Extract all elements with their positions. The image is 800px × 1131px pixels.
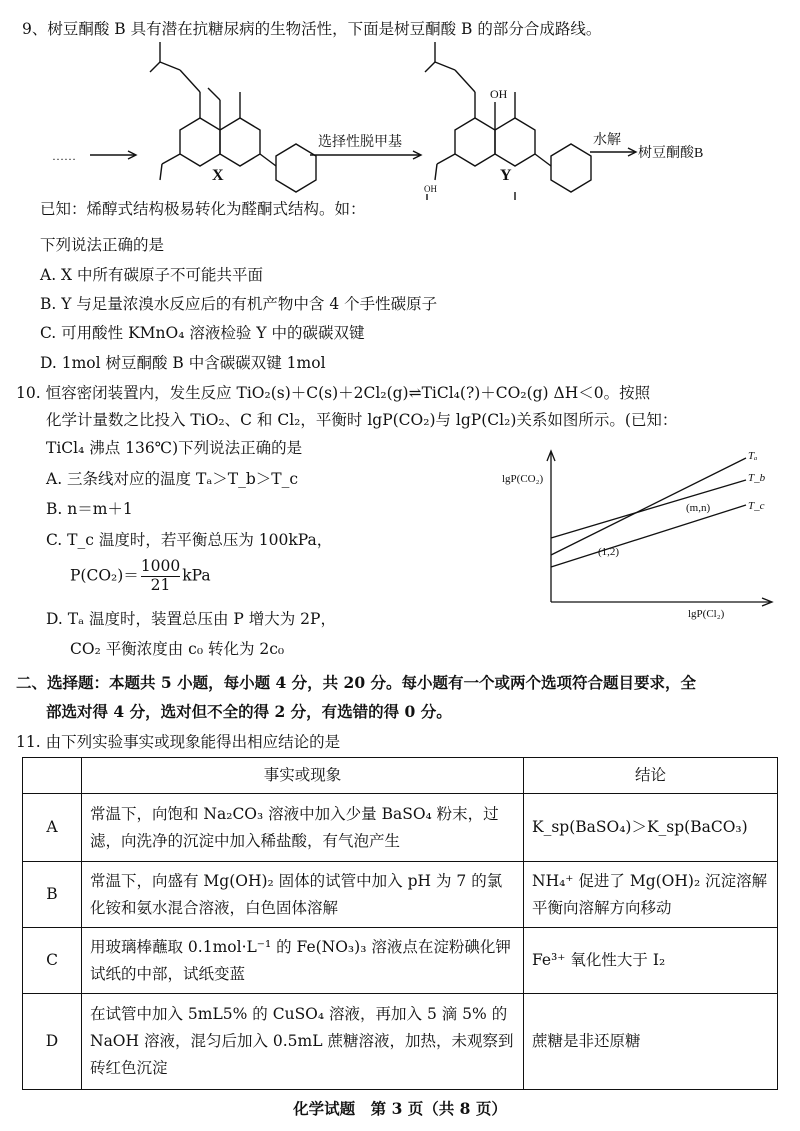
row-fact: 在试管中加入 5mL5% 的 CuSO₄ 溶液，再加入 5 滴 5% 的 NaOH 溶液，混匀后加入 0.5mL 蔗糖溶液，加热，未观察到砖红色沉淀 — [82, 994, 524, 1090]
row-fact: 用玻璃棒蘸取 0.1mol·L⁻¹ 的 Fe(NO₃)₃ 溶液点在淀粉碘化钾试纸的中部，试纸变蓝 — [82, 928, 524, 994]
table-header — [23, 758, 778, 794]
q9-option-c: C. 可用酸性 KMnO₄ 溶液检验 Y 中的碳碳双键 — [40, 324, 365, 342]
q9-known: 已知：烯醇式结构极易转化为醛酮式结构。如： — [40, 200, 366, 218]
y-axis-label: lgP(CO₂) — [502, 473, 544, 485]
q9-synthesis-route — [0, 40, 800, 200]
x-axis-label: lgP(Cl₂) — [688, 608, 725, 620]
enol-oh-label: OH — [424, 184, 437, 194]
q10-line3: TiCl₄ 沸点 136℃)下列说法正确的是 — [46, 439, 303, 457]
q10-option-a: A. 三条线对应的温度 Tₐ＞T_b＞T_c — [46, 470, 299, 488]
q11-table — [22, 757, 778, 1090]
q9-question: 下列说法正确的是 — [40, 236, 165, 254]
label-x: X — [212, 167, 224, 184]
label-ta: Tₐ — [748, 450, 758, 462]
fraction — [141, 558, 180, 595]
compound-x-structure — [150, 42, 316, 192]
q10-graph — [490, 445, 790, 620]
table-row — [23, 794, 778, 862]
line-ta — [551, 458, 746, 555]
table-row — [23, 862, 778, 928]
row-fact: 常温下，向饱和 Na₂CO₃ 溶液中加入少量 BaSO₄ 粉末，过滤，向洗净的沉淀中加入稀盐酸，有气泡产生 — [82, 794, 524, 862]
header-key — [23, 758, 82, 794]
line-tc — [551, 505, 746, 567]
page-footer: 化学试题 第 3 页（共 8 页） — [293, 1099, 507, 1118]
header-conclusion: 结论 — [524, 758, 778, 794]
row-key: B — [23, 862, 82, 928]
q10-option-d-cont: CO₂ 平衡浓度由 c₀ 转化为 2c₀ — [70, 640, 285, 658]
q9-option-b: B. Y 与足量浓溴水反应后的有机产物中含 4 个手性碳原子 — [40, 295, 438, 313]
q10-option-c: C. T_c 温度时，若平衡总压为 100kPa， — [46, 531, 333, 549]
q10-option-b: B. n＝m＋1 — [46, 500, 133, 518]
q10-line1: 10. 恒容密闭装置内，发生反应 TiO₂(s)＋C(s)＋2Cl₂(g)⇌TiCl₄(?)＋CO₂(g) ΔH＜0。按照 — [16, 384, 651, 402]
row-key: C — [23, 928, 82, 994]
line-tb — [551, 480, 746, 538]
header-fact: 事实或现象 — [82, 758, 524, 794]
step2-label: 水解 — [593, 133, 621, 148]
route-start-dots: …… — [52, 149, 76, 163]
q9-stem: 9、树豆酮酸 B 具有潜在抗糖尿病的生物活性，下面是树豆酮酸 B 的部分合成路线。 — [22, 20, 602, 38]
table-row — [23, 994, 778, 1090]
product-label: 树豆酮酸B — [638, 146, 704, 161]
row-conclusion: 蔗糖是非还原糖 — [524, 994, 778, 1090]
q10-option-c-formula — [70, 558, 211, 595]
numerator: 1000 — [140, 557, 181, 575]
section2-line1: 二、选择题：本题共 5 小题，每小题 4 分，共 20 分。每小题有一个或两个选项符合题目要求，全 — [16, 673, 697, 692]
formula-unit: kPa — [182, 566, 211, 585]
row-conclusion: NH₄⁺ 促进了 Mg(OH)₂ 沉淀溶解平衡向溶解方向移动 — [524, 862, 778, 928]
row-key: A — [23, 794, 82, 862]
q9-option-d: D. 1mol 树豆酮酸 B 中含碳碳双键 1mol — [40, 354, 326, 372]
row-key: D — [23, 994, 82, 1090]
q10-option-d: D. Tₐ 温度时，装置总压由 P 增大为 2P， — [46, 610, 336, 628]
label-tb: T_b — [748, 472, 766, 484]
label-y: Y — [500, 167, 512, 184]
point-1-2: (1,2) — [598, 546, 620, 558]
q9-option-a: A. X 中所有碳原子不可能共平面 — [40, 266, 264, 284]
formula-left: P(CO₂)＝ — [70, 566, 139, 585]
row-fact: 常温下，向盛有 Mg(OH)₂ 固体的试管中加入 pH 为 7 的氯化铵和氨水混合溶液，白色固体溶解 — [82, 862, 524, 928]
q11-stem: 11. 由下列实验事实或现象能得出相应结论的是 — [16, 733, 341, 751]
step1-label: 选择性脱甲基 — [318, 135, 402, 150]
section2-line2: 部选对得 4 分，选对但不全的得 2 分，有选错的得 0 分。 — [46, 702, 452, 721]
point-m-n: (m,n) — [686, 502, 711, 514]
label-tc: T_c — [748, 500, 765, 512]
y-oh-label: OH — [490, 87, 508, 101]
row-conclusion: K_sp(BaSO₄)＞K_sp(BaCO₃) — [524, 794, 778, 862]
denominator: 21 — [150, 575, 171, 594]
table-row — [23, 928, 778, 994]
row-conclusion: Fe³⁺ 氧化性大于 I₂ — [524, 928, 778, 994]
q10-line2: 化学计量数之比投入 TiO₂、C 和 Cl₂，平衡时 lgP(CO₂)与 lgP(Cl₂)关系如图所示。(已知： — [46, 411, 678, 429]
